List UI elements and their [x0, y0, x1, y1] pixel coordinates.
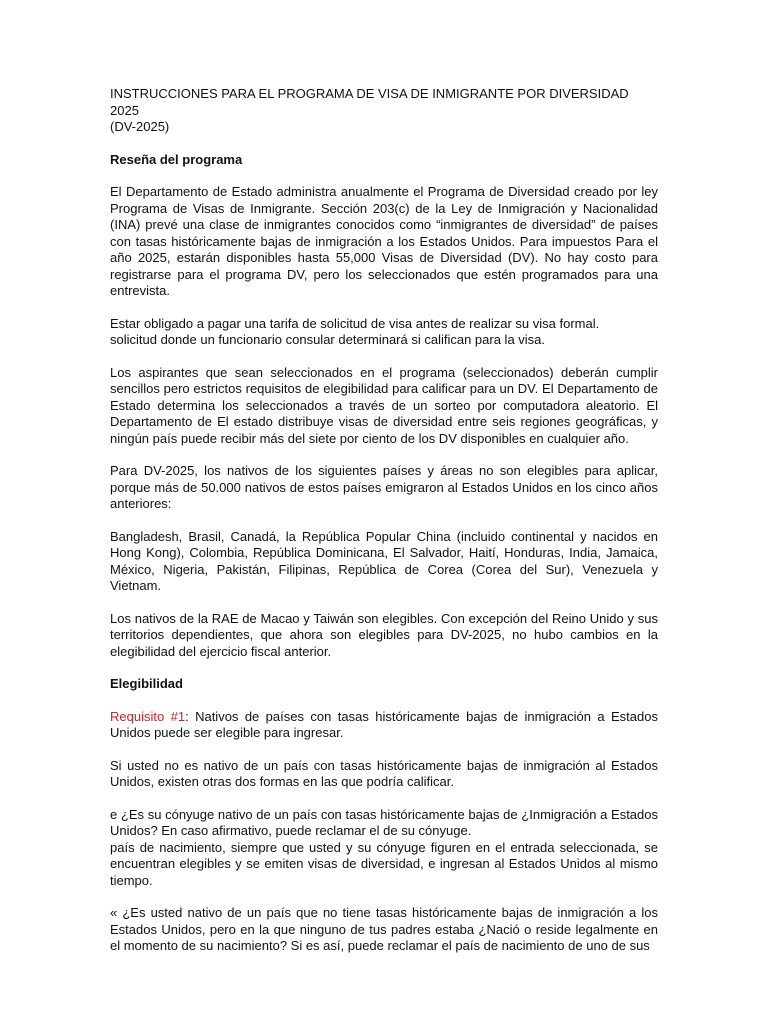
- ineligible-countries-list: Bangladesh, Brasil, Canadá, la República Popular China (incluido continental y nacidos en Hong Kong), Colombia, República Dominicana, El Salvador, Haití, Honduras, India, Jamaica, México, Nigeria, Pakistán, Filipinas, República de Corea (Corea del Sur), Venezuela y Vietnam.: [110, 528, 658, 593]
- overview-paragraph-2-line-1: Estar obligado a pagar una tarifa de solicitud de visa antes de realizar su visa formal.: [110, 315, 600, 331]
- requirement-1-text: : Nativos de países con tasas históricamente bajas de inmigración a Estados Unidos puede ser elegible para ingresar.: [110, 708, 658, 740]
- eligibility-paragraph-2: Si usted no es nativo de un país con tasas históricamente bajas de inmigración al Estados Unidos, existen otras dos formas en las que podría calificar.: [110, 757, 658, 789]
- eligibility-paragraph-4: « ¿Es usted nativo de un país que no tiene tasas históricamente bajas de inmigración a los Estados Unidos, pero en la que ninguno de tus padres estaba ¿Nació o reside legalmente en el momento de su nacimiento? Si es así, puede reclamar el país de nacimiento de uno de sus: [110, 905, 658, 953]
- section-heading-eligibility: Elegibilidad: [110, 676, 183, 691]
- section-heading-overview: Reseña del programa: [110, 151, 243, 167]
- overview-paragraph-1: El Departamento de Estado administra anualmente el Programa de Diversidad creado por ley Programa de Visas de Inmigrante. Sección 203(c) de la Ley de Inmigración y Nacionalidad (INA) prevé una clase de inmigrantes conocidos como “inmigrantes de diversidad” de países con tasas históricamente bajas de inmigración a los Estados Unidos. Para impuestos Para el año 2025, estarán disponibles hasta 55,000 Visas de Diversidad (DV). No hay costo para registrarse para el programa DV, pero los seleccionados que estén programados para una entrevista.: [110, 184, 658, 298]
- document-page: [110, 86, 658, 955]
- overview-paragraph-6: Los nativos de la RAE de Macao y Taiwán son elegibles. Con excepción del Reino Unido y sus territorios dependientes, que ahora son elegibles para DV-2025, no hubo cambios en la elegibilidad del ejercicio fiscal anterior.: [110, 610, 658, 659]
- overview-paragraph-4: Para DV-2025, los nativos de los siguientes países y áreas no son elegibles para aplicar, porque más de 50.000 nativos de estos países emigraron al Estados Unidos en los cinco años anteriores:: [110, 463, 658, 511]
- document-title-line-1: INSTRUCCIONES PARA EL PROGRAMA DE VISA DE INMIGRANTE POR DIVERSIDAD 2025: [110, 86, 629, 118]
- eligibility-paragraph-3-line-1: e ¿Es su cónyuge nativo de un país con tasas históricamente bajas de ¿Inmigración a Estados Unidos? En caso afirmativo, puede reclamar el de su cónyuge.: [110, 806, 658, 838]
- overview-paragraph-2: [110, 316, 658, 349]
- overview-paragraph-2-line-2: solicitud donde un funcionario consular determinará si califican para la visa.: [110, 332, 546, 347]
- requirement-1-paragraph: [110, 709, 658, 742]
- document-title: [110, 86, 658, 136]
- eligibility-paragraph-3: [110, 807, 658, 890]
- document-title-line-2: (DV-2025): [110, 119, 170, 134]
- overview-paragraph-3: Los aspirantes que sean seleccionados en el programa (seleccionados) deberán cumplir sencillos pero estrictos requisitos de elegibilidad para calificar para un DV. El Departamento de Estado determina los seleccionados a través de un sorteo por computadora aleatorio. El Departamento de El estado distribuye visas de diversidad entre seis regiones geográficas, y ningún país puede recibir más del siete por ciento de los DV disponibles en cualquier año.: [110, 364, 658, 446]
- eligibility-paragraph-3-line-2: país de nacimiento, siempre que usted y su cónyuge figuren en el entrada seleccionada, se encuentran elegibles y se emiten visas de diversidad, e ingresan al Estados Unidos al mismo tiempo.: [110, 839, 658, 888]
- requirement-1-label: Requisito #1: [110, 708, 186, 724]
